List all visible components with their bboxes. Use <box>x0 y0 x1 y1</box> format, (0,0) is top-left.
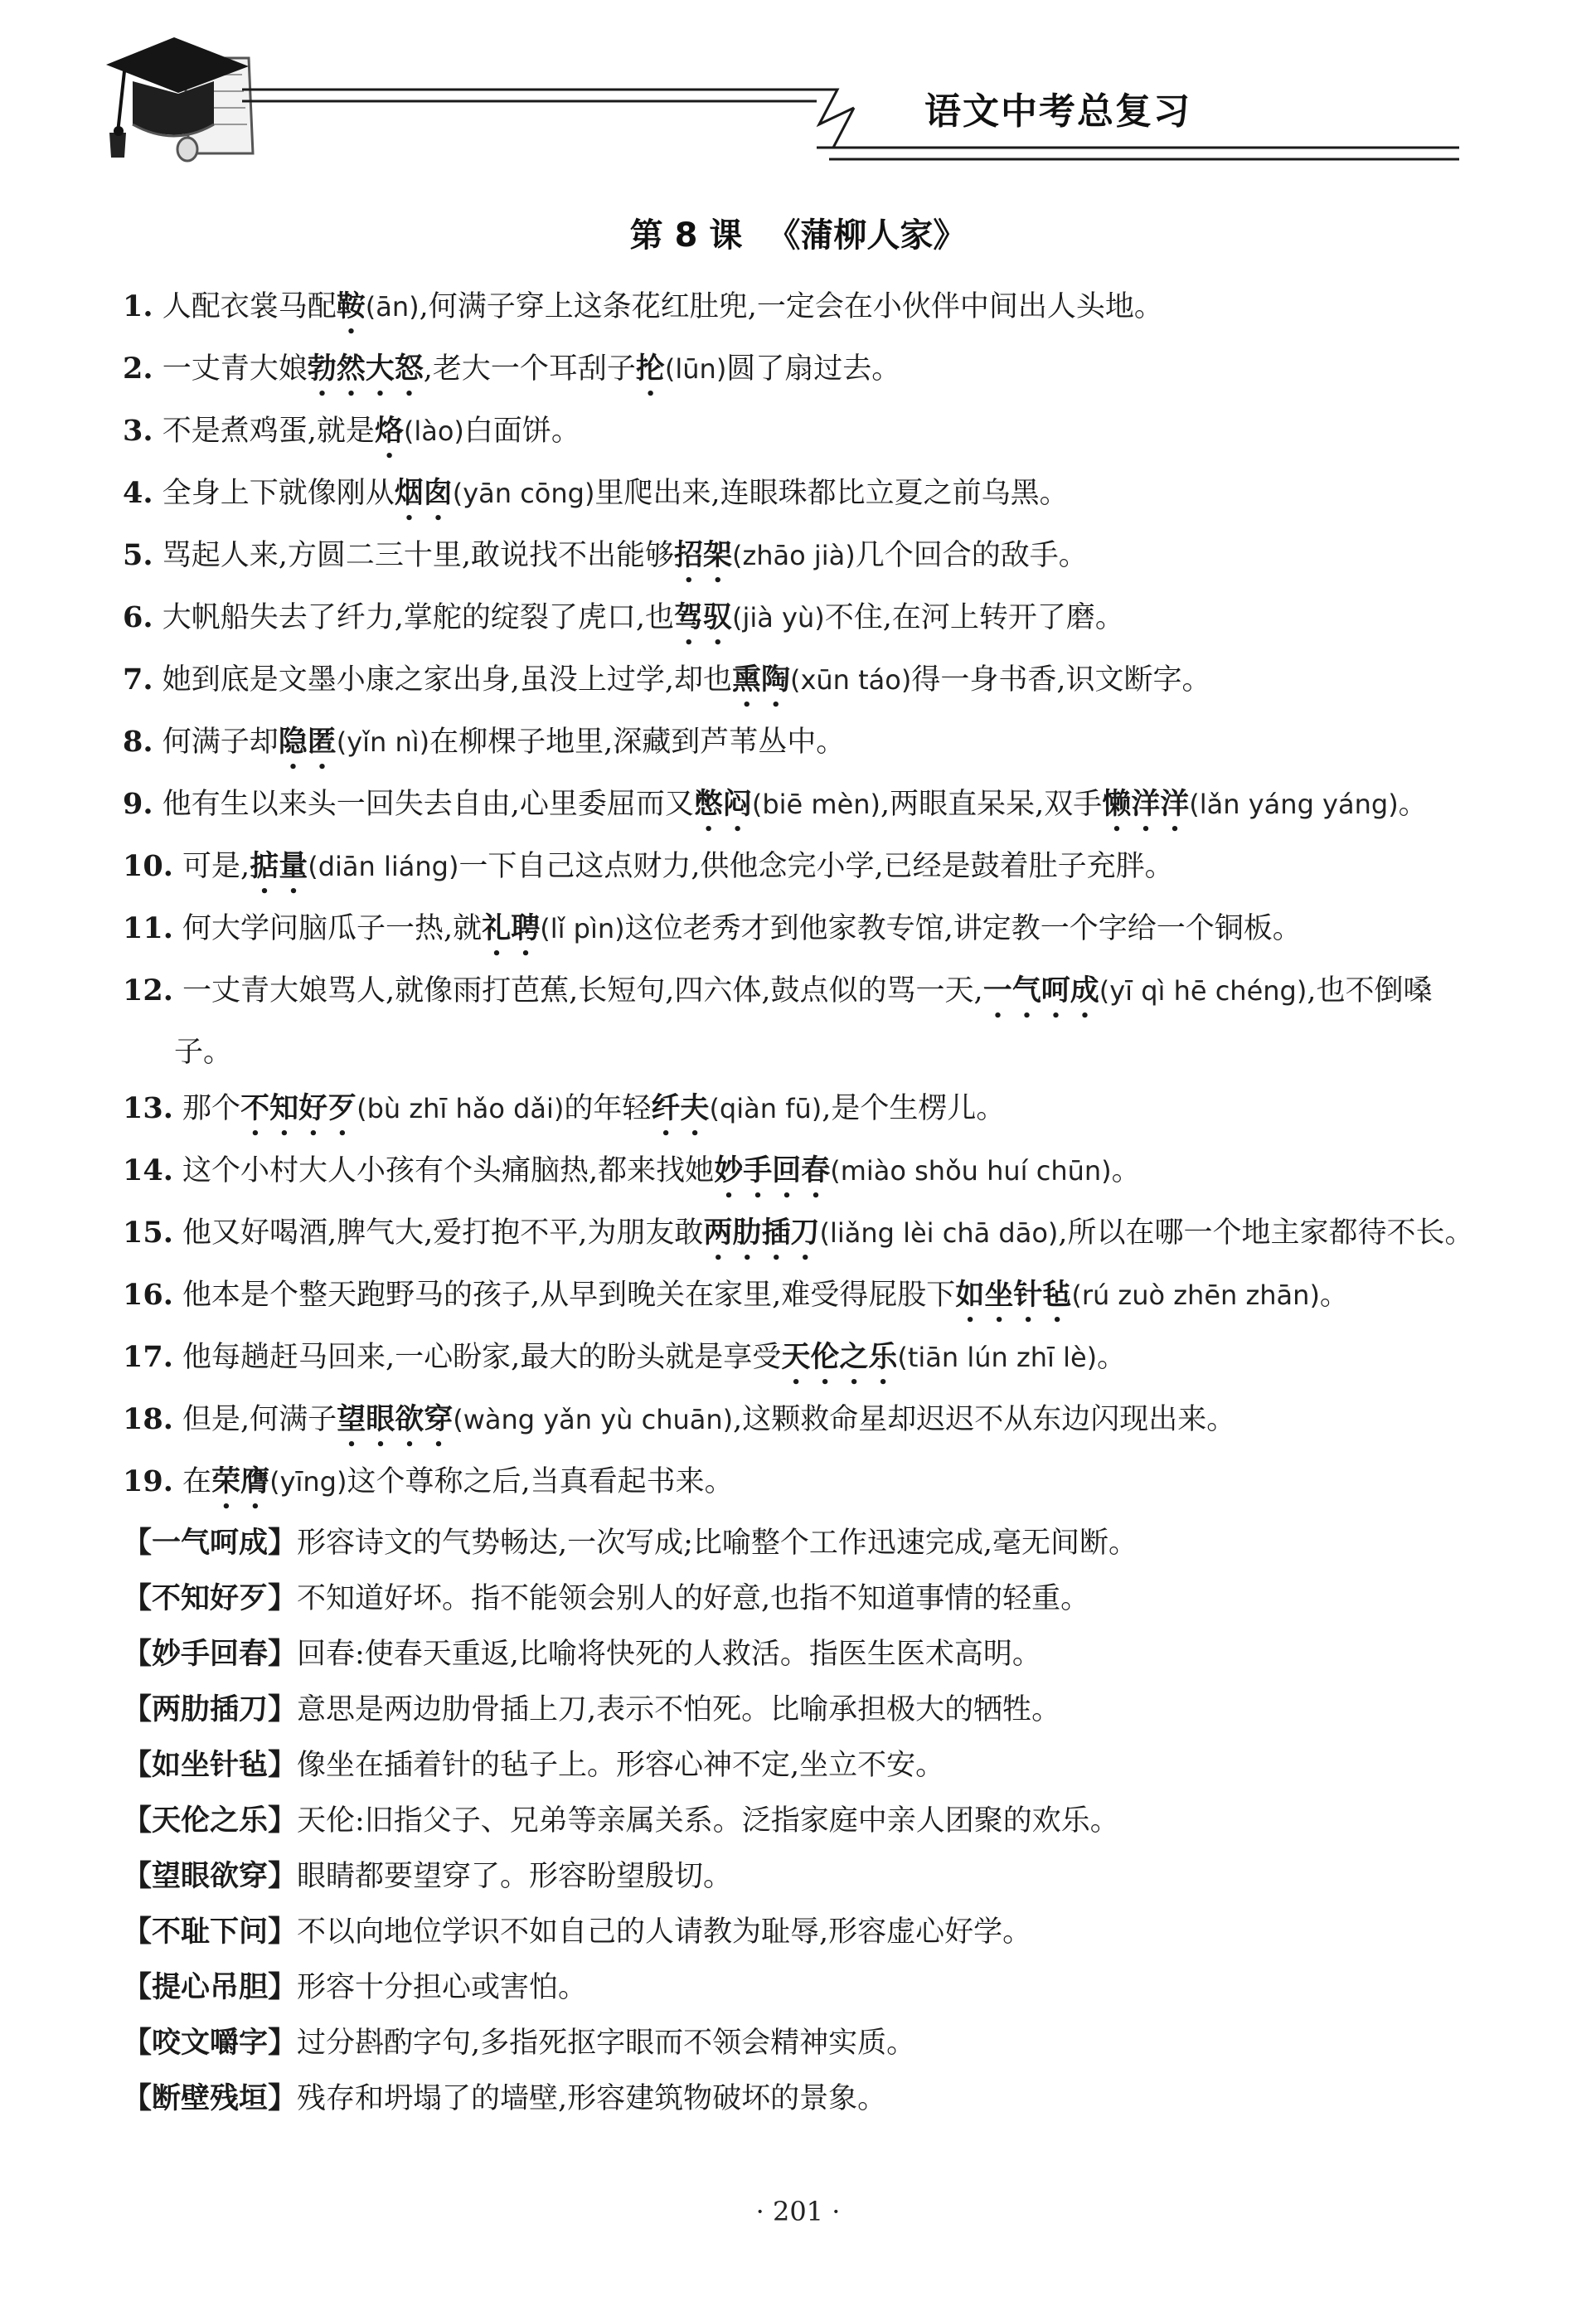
idiom-term: 【望眼欲穿】 <box>123 1860 298 1893</box>
key-word: 天伦之乐 <box>781 1341 898 1374</box>
idiom-meaning: 不知道好坏。指不能领会别人的好意,也指不知道事情的轻重。 <box>297 1582 1090 1615</box>
vocabulary-list <box>123 279 1474 1516</box>
idiom-meaning: 天伦:旧指父子、兄弟等亲属关系。泛指家庭中亲人团聚的欢乐。 <box>297 1804 1119 1838</box>
key-word: 懒洋洋 <box>1102 788 1190 821</box>
idiom-term: 【两肋插刀】 <box>123 1693 298 1726</box>
pinyin: (qiàn fū) <box>709 1093 822 1124</box>
key-word: 烟囱 <box>394 477 453 510</box>
pinyin: (rú zuò zhēn zhān) <box>1071 1279 1320 1311</box>
sentence-text: 这个尊称之后,当真看起书来。 <box>347 1465 734 1498</box>
sentence-text: ,是个生楞儿。 <box>822 1092 1006 1125</box>
pinyin: (yīng) <box>269 1466 347 1498</box>
pinyin: (ān) <box>365 291 420 323</box>
sentence-text: 但是,何满子 <box>182 1403 337 1436</box>
sentence-text: 何大学问脑瓜子一热,就 <box>182 912 483 945</box>
idiom-meaning: 回春:使春天重返,比喻将快死的人救活。指医生医术高明。 <box>297 1638 1041 1671</box>
sentence-text: 不是煮鸡蛋,就是 <box>162 415 375 448</box>
pinyin: (jià yù) <box>731 602 825 634</box>
list-item <box>123 1391 1474 1454</box>
idiom-term: 【天伦之乐】 <box>123 1804 298 1838</box>
definition-item <box>123 1516 1474 1571</box>
page-number: · 201 · <box>755 2196 841 2227</box>
sentence-text: 。 <box>1111 1154 1141 1187</box>
sentence-text: 那个 <box>182 1092 241 1125</box>
sentence-text: ,老大一个耳刮子 <box>423 352 636 386</box>
sentence-text: 圆了扇过去。 <box>726 352 901 386</box>
sentence-text: 全身上下就像刚从 <box>162 477 395 510</box>
idiom-meaning: 不以向地位学识不如自己的人请教为耻辱,形容虚心好学。 <box>297 1915 1032 1949</box>
sentence-text: 他本是个整天跑野马的孩子,从早到晚关在家里,难受得屁股下 <box>182 1279 956 1312</box>
item-number: 5. <box>123 538 153 572</box>
item-number: 14. <box>123 1153 173 1187</box>
sentence-text: 几个回合的敌手。 <box>855 539 1088 572</box>
item-number: 10. <box>123 849 173 883</box>
pinyin: (lào) <box>403 415 464 447</box>
sentence-text: 里爬出来,连眼珠都比立夏之前乌黑。 <box>594 477 1069 510</box>
pinyin: (bù zhī hǎo dǎi) <box>357 1093 565 1124</box>
list-item <box>123 901 1474 963</box>
content <box>123 279 1474 2127</box>
sentence-text: 她到底是文墨小康之家出身,虽没上过学,却也 <box>162 663 732 697</box>
list-item <box>123 403 1474 465</box>
idiom-term: 【一气呵成】 <box>123 1527 298 1560</box>
pinyin: (lǐ pìn) <box>540 913 625 944</box>
item-number: 1. <box>123 289 153 323</box>
key-word: 隐匿 <box>278 726 337 759</box>
list-item <box>123 1205 1474 1267</box>
key-word: 憋闷 <box>693 788 752 821</box>
idiom-term: 【咬文嚼字】 <box>123 2027 298 2060</box>
lesson-title <box>0 209 1596 256</box>
pinyin: (biē mèn) <box>751 789 881 820</box>
key-word: 如坐针毡 <box>955 1279 1072 1312</box>
item-number: 17. <box>123 1340 173 1374</box>
idiom-meaning: 形容十分担心或害怕。 <box>297 1971 588 2004</box>
key-word: 妙手回春 <box>714 1154 831 1187</box>
list-item <box>123 963 1474 1080</box>
pinyin: (lūn) <box>664 353 727 385</box>
item-number: 2. <box>123 352 153 386</box>
key-word: 抡 <box>635 352 665 386</box>
list-item <box>123 279 1474 341</box>
definition-item <box>123 1682 1474 1738</box>
list-item <box>123 1143 1474 1205</box>
idiom-term: 【妙手回春】 <box>123 1638 298 1671</box>
item-number: 6. <box>123 600 153 634</box>
item-number: 7. <box>123 663 153 697</box>
key-word: 一气呵成 <box>982 974 1099 1007</box>
sentence-text: 这位老秀才到他家教专馆,讲定教一个字给一个铜板。 <box>624 912 1302 945</box>
idiom-meaning: 眼睛都要望穿了。形容盼望殷切。 <box>297 1860 733 1893</box>
pinyin: (yī qì hē chéng) <box>1099 975 1307 1007</box>
sentence-text: 。 <box>1319 1279 1349 1312</box>
idiom-meaning: 过分斟酌字句,多指死抠字眼而不领会精神实质。 <box>297 2027 916 2060</box>
item-number: 3. <box>123 414 153 448</box>
idiom-term: 【如坐针毡】 <box>123 1749 298 1782</box>
key-word: 荣膺 <box>211 1465 270 1498</box>
item-number: 19. <box>123 1464 173 1498</box>
idiom-definitions <box>123 1516 1474 2127</box>
idiom-meaning: 像坐在插着针的毡子上。形容心神不定,坐立不安。 <box>297 1749 945 1782</box>
idiom-meaning: 残存和坍塌了的墙壁,形容建筑物破坏的景象。 <box>297 2082 887 2115</box>
item-number: 16. <box>123 1278 173 1312</box>
definition-item <box>123 1960 1474 2016</box>
lesson-number: 第 8 课 <box>629 216 743 255</box>
list-item <box>123 465 1474 527</box>
definition-item <box>123 2071 1474 2127</box>
sentence-text: ,这颗救命星却迟迟不从东边闪现出来。 <box>733 1403 1236 1436</box>
pinyin: (miào shǒu huí chūn) <box>830 1155 1112 1187</box>
sentence-text: ,何满子穿上这条花红肚兜,一定会在小伙伴中间出人头地。 <box>419 290 1163 323</box>
list-item <box>123 1454 1474 1516</box>
sentence-text: 大帆船失去了纤力,掌舵的绽裂了虎口,也 <box>162 601 674 634</box>
list-item <box>123 714 1474 776</box>
list-item <box>123 1329 1474 1391</box>
pinyin: (diān liáng) <box>308 851 459 882</box>
key-word: 鞍 <box>336 290 366 323</box>
key-word: 望眼欲穿 <box>337 1403 454 1436</box>
sentence-text: 他又好喝酒,脾气大,爱打抱不平,为朋友敢 <box>182 1216 704 1250</box>
sentence-text: 在 <box>182 1465 212 1498</box>
definition-item <box>123 1627 1474 1682</box>
sentence-text: 何满子却 <box>162 726 279 759</box>
pinyin: (zhāo jià) <box>731 540 856 571</box>
page-header <box>0 0 1596 191</box>
idiom-meaning: 形容诗文的气势畅达,一次写成;比喻整个工作迅速完成,毫无间断。 <box>297 1527 1138 1560</box>
sentence-text: 白面饼。 <box>463 415 580 448</box>
pinyin: (tiān lún zhī lè) <box>897 1342 1098 1373</box>
list-item <box>123 776 1474 838</box>
key-word: 招架 <box>673 539 732 572</box>
list-item <box>123 838 1474 901</box>
sentence-text: 可是, <box>182 850 250 883</box>
idiom-term: 【断壁残垣】 <box>123 2082 298 2115</box>
pinyin: (lǎn yáng yáng) <box>1189 789 1399 820</box>
item-number: 8. <box>123 725 153 759</box>
sentence-text: 。 <box>1398 788 1428 821</box>
list-item <box>123 527 1474 590</box>
sentence-text: 他有生以来头一回失去自由,心里委屈而又 <box>162 788 694 821</box>
sentence-text: 得一身书香,识文断字。 <box>911 663 1211 697</box>
pinyin: (wàng yǎn yù chuān) <box>453 1404 734 1435</box>
sentence-text: 一丈青大娘骂人,就像雨打芭蕉,长短句,四六体,鼓点似的骂一天, <box>182 974 983 1007</box>
sentence-text: ,两眼直呆呆,双手 <box>880 788 1103 821</box>
sentence-text: 。 <box>1097 1341 1127 1374</box>
item-number: 15. <box>123 1216 173 1250</box>
header-title: 语文中考总复习 <box>924 90 1191 133</box>
pinyin: (yǐn nì) <box>336 726 430 758</box>
item-number: 4. <box>123 476 153 510</box>
definition-item <box>123 1849 1474 1905</box>
list-item <box>123 1267 1474 1329</box>
sentence-text: 的年轻 <box>564 1092 652 1125</box>
sentence-text: 骂起人来,方圆二三十里,敢说找不出能够 <box>162 539 674 572</box>
list-item <box>123 652 1474 714</box>
key-word: 驾驭 <box>673 601 732 634</box>
key-word: 熏陶 <box>731 663 790 697</box>
definition-item <box>123 1738 1474 1794</box>
header-rule <box>242 90 1459 159</box>
item-number: 13. <box>123 1091 173 1125</box>
list-item <box>123 1080 1474 1143</box>
key-word: 礼聘 <box>482 912 541 945</box>
key-word: 勃然大怒 <box>307 352 424 386</box>
idiom-term: 【提心吊胆】 <box>123 1971 298 2004</box>
key-word: 掂量 <box>250 850 308 883</box>
key-word: 两肋插刀 <box>703 1216 820 1250</box>
definition-item <box>123 2016 1474 2071</box>
definition-item <box>123 1794 1474 1849</box>
lesson-name: 《蒲柳人家》 <box>767 216 967 255</box>
sentence-text: 他每趟赶马回来,一心盼家,最大的盼头就是享受 <box>182 1341 782 1374</box>
pinyin: (xūn táo) <box>789 664 912 696</box>
sentence-text: 人配衣裳马配 <box>162 290 337 323</box>
item-number: 11. <box>123 911 173 945</box>
pinyin: (liǎng lèi chā dāo) <box>819 1217 1059 1249</box>
item-number: 9. <box>123 787 153 821</box>
sentence-text: 一丈青大娘 <box>162 352 308 386</box>
item-number: 12. <box>123 973 173 1007</box>
item-number: 18. <box>123 1402 173 1436</box>
key-word: 不知好歹 <box>240 1092 357 1125</box>
definition-item <box>123 1905 1474 1960</box>
sentence-text: ,所以在哪一个地主家都待不长。 <box>1058 1216 1474 1250</box>
list-item <box>123 341 1474 403</box>
definition-item <box>123 1571 1474 1627</box>
idiom-term: 【不耻下问】 <box>123 1915 298 1949</box>
key-word: 纤夫 <box>651 1092 710 1125</box>
sentence-text: 这个小村大人小孩有个头痛脑热,都来找她 <box>182 1154 715 1187</box>
pinyin: (yān cōng) <box>452 478 595 509</box>
sentence-text: ,也不倒嗓子。 <box>174 974 1433 1069</box>
header-decoration <box>0 0 1596 191</box>
sentence-text: 在柳棵子地里,深藏到芦苇丛中。 <box>429 726 846 759</box>
sentence-text: 不住,在河上转开了磨。 <box>824 601 1124 634</box>
key-word: 烙 <box>374 415 404 448</box>
sentence-text: 一下自己这点财力,供他念完小学,已经是鼓着肚子充胖。 <box>458 850 1174 883</box>
list-item <box>123 590 1474 652</box>
idiom-meaning: 意思是两边肋骨插上刀,表示不怕死。比喻承担极大的牺牲。 <box>297 1693 1061 1726</box>
idiom-term: 【不知好歹】 <box>123 1582 298 1615</box>
